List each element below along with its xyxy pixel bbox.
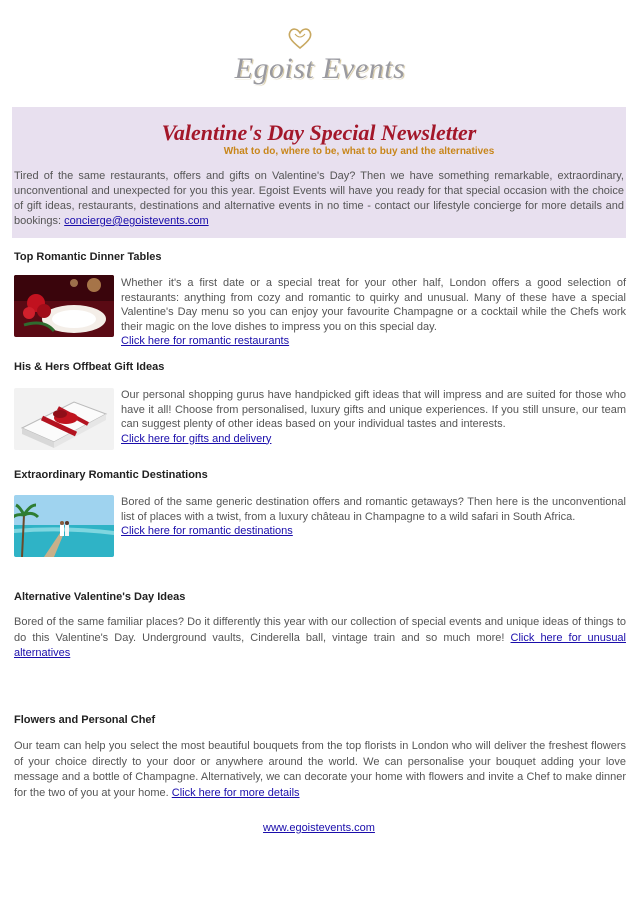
unusual-alternatives-link[interactable]: Click here for unusual alternatives <box>14 631 626 659</box>
dinner-text: Whether it's a first date or a special treat for your other half, London offers a good selection of restaurants: anything from cozy and romantic to quirky and unusual. Many of these have a special Valentine's Day menu so you can enjoy your favourite Champagne or a cocktail while the Chefs work their magic on the love dishes to impress you on this special day. <box>121 277 626 333</box>
newsletter-banner <box>12 107 626 238</box>
section-heading-dinner: Top Romantic Dinner Tables <box>14 251 162 263</box>
website-link[interactable]: www.egoistevents.com <box>263 822 375 834</box>
section-body-gifts <box>121 388 626 446</box>
newsletter-intro <box>14 169 624 229</box>
more-details-link[interactable]: Click here for more details <box>171 786 300 799</box>
romantic-destinations-link[interactable]: Click here for romantic destinations <box>121 525 293 537</box>
beach-couple-image <box>14 495 114 557</box>
section-heading-destinations: Extraordinary Romantic Destinations <box>14 469 208 481</box>
newsletter-subtitle: What to do, where to be, what to buy and the alternatives <box>223 146 495 157</box>
alternative-text: Bored of the same familiar places? Do it differently this year with our collection of special events and unique ideas of things to do this Valentine's Day. Underground vaults, Cinderella ball, vintage train and so much more! <box>14 616 626 644</box>
romantic-restaurants-link[interactable]: Click here for romantic restaurants <box>121 335 290 347</box>
footer <box>0 822 638 834</box>
flowers-text: Our team can help you select the most beautiful bouquets from the top florists in London who will deliver the freshest flowers of your choice directly to your door or anywhere around the world. We can personalise your bouquet adding your love message and a bottle of Champagne. Alternatively, we can decorate your home with flowers and invite a Chef to make dinner for the two of you at your home. <box>14 740 626 799</box>
gift-box-icon <box>14 388 114 450</box>
intro-text: Tired of the same restaurants, offers and gifts on Valentine's Day? Then we have something remarkable, extraordinary, unconventional and unexpected for you this year. Egoist Events will have you ready for that special occasion with the choice of gift ideas, restaurants, destinations and alternative events in no time - contact our lifestyle concierge for more details and bookings: <box>14 170 624 227</box>
beach-couple-icon <box>14 495 114 557</box>
section-body-alternative <box>14 615 626 662</box>
dinner-table-image <box>14 275 114 337</box>
newsletter-title: Valentine's Day Special Newsletter <box>161 120 477 145</box>
section-heading-gifts: His & Hers Offbeat Gift Ideas <box>14 361 165 373</box>
gifts-text: Our personal shopping gurus have handpicked gift ideas that will impress and are suited for those who have it all! Choose from personalised, luxury gifts and unique experiences. If you still unsure, our team can suggest plenty of other ideas based on your individual tastes and interests. <box>121 389 626 430</box>
section-body-flowers <box>14 739 626 801</box>
destinations-text: Bored of the same generic destination offers and romantic getaways? Then here is the unconventional list of places with a twist, from a luxury château in Champagne to a wild safari in South Africa. <box>121 496 626 523</box>
section-heading-alternative: Alternative Valentine's Day Ideas <box>14 591 186 603</box>
logo <box>0 18 638 88</box>
logo-text: Egoist Events <box>234 52 406 85</box>
section-body-dinner <box>121 276 626 349</box>
concierge-email-link[interactable]: concierge@egoistevents.com <box>64 215 209 227</box>
table-roses-icon <box>14 275 114 337</box>
section-body-destinations <box>121 495 626 539</box>
heart-emblem-icon <box>286 26 314 50</box>
gift-box-image <box>14 388 114 450</box>
section-heading-flowers: Flowers and Personal Chef <box>14 714 156 726</box>
gifts-delivery-link[interactable]: Click here for gifts and delivery <box>121 432 272 445</box>
